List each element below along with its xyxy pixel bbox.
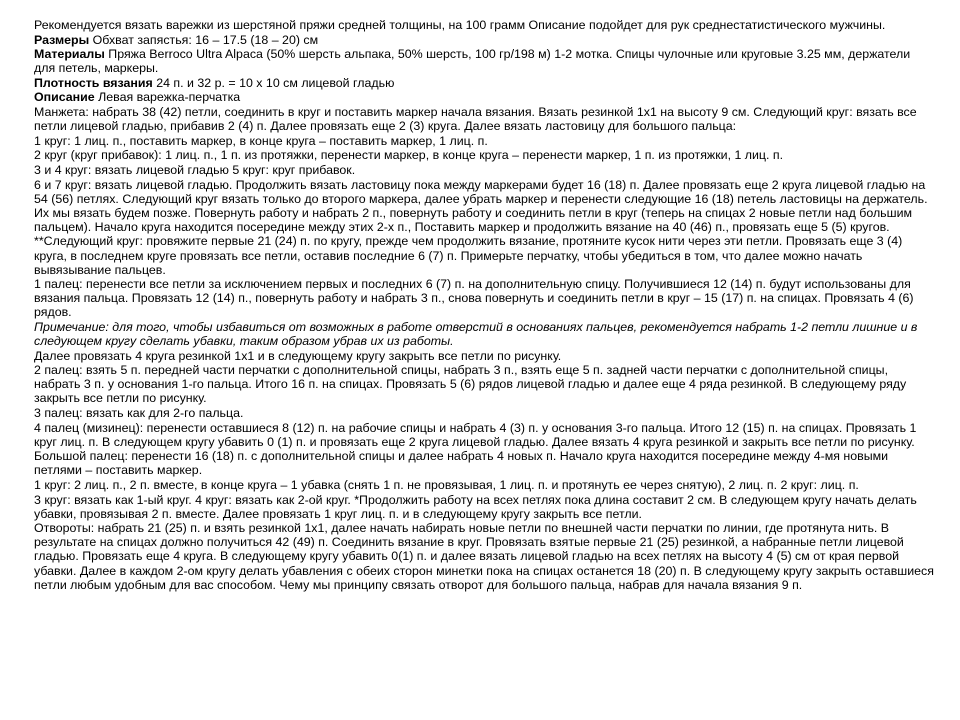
paragraph-thumb-round-1: 1 круг: 2 лиц. п., 2 п. вместе, в конце круга – 1 убавка (снять 1 п. не провязывая, 1 лиц. п. и протянуть ее через снятую), 2 лиц. п. 2 круг: лиц. п. — [34, 478, 859, 492]
section-materials-text: Пряжа Berroco Ultra Alpaca (50% шерсть альпака, 50% шерсть, 100 гр/198 м) 1-2 мотка. Спицы чулочные или круговые 3.25 мм, держатели для петель, маркеры. — [34, 47, 911, 76]
section-description — [34, 90, 934, 104]
paragraph-note: Примечание: для того, чтобы избавиться от возможных в работе отверстий в основаниях пальцев, рекомендуется набрать 1-2 петли лишние и в следующем кругу сделать убавки, таким образом убрав их из работы. — [34, 319, 918, 349]
paragraph-round-6-7: 6 и 7 круг: вязать лицевой гладью. Продолжить вязать ластовицу пока между маркерами будет 16 (18) п. Далее провязать еще 2 круга лицевой гладью на 54 (56) петлях. Следующий круг вязать только до второго маркера, далее убрать маркер и перенести следующие 16 (18) петель ластовицы на держатель. Их мы вязать будем позже. Повернуть работу и набрать 2 п., повернуть работу и соединить петли в круг (теперь на спицах 2 новые петли над большим пальцем). Начало круга находится посередине между этих 2-х п., Поставить маркер и продолжить вязание на 40 (46) п., провязать еще 5 (5) кругов. — [34, 177, 928, 234]
paragraph-ribbing-close: Далее провязать 4 круга резинкой 1х1 и в следующему кругу закрыть все петли по рисунку. — [34, 348, 562, 363]
paragraph-cuff: Манжета: набрать 38 (42) петли, соединить в круг и поставить маркер начала вязания. Вязать резинкой 1х1 на высоту 9 см. Следующий круг: вязать все петли лицевой гладью, прибавив 2 (4) п. Далее провязать еще 2 (3) круга. Далее вязать ластовицу для большого пальца: — [34, 105, 917, 134]
paragraph-finger-1: 1 палец: перенести все петли за исключением первых и последних 6 (7) п. на дополнительную спицу. Получившиеся 12 (14) п. будут использованы для вязания пальца. Провязать 12 (14) п., повернуть работу и набрать 3 п., снова повернуть и соединить петли в круг – 15 (17) п. на спицах. Провязать 4 (6) рядов. — [34, 277, 914, 320]
paragraph-next-round: **Следующий круг: провяжите первые 21 (24) п. по кругу, прежде чем продолжить вязание, протяните кусок нити через эти петли. Провязать еще 3 (4) круга, в последнем круге провязать все петли, оставив последние 6 (7) п. Примерьте перчатку, чтобы убедиться в том, что далее можно начать вывязывание пальцев. — [34, 234, 903, 277]
section-sizes — [34, 33, 934, 47]
section-gauge — [34, 76, 934, 90]
intro-paragraph: Рекомендуется вязать варежки из шерстяной пряжи средней толщины, на 100 грамм Описание подойдет для рук среднестатистического мужчины. — [34, 18, 886, 32]
section-gauge-text: 24 п. и 32 р. = 10 х 10 см лицевой гладью — [152, 75, 395, 90]
section-materials-label: Материалы — [34, 47, 105, 62]
section-description-text: Левая варежка-перчатка — [94, 90, 241, 105]
paragraph-thumb: Большой палец: перенести 16 (18) п. с дополнительной спицы и далее набрать 4 новых п. Начало круга находится посередине между 4-мя новыми петлями – поставить маркер. — [34, 449, 889, 478]
document-body — [34, 18, 934, 592]
paragraph-finger-4: 4 палец (мизинец): перенести оставшиеся 8 (12) п. на рабочие спицы и набрать 4 (3) п. у основания 3-го пальца. Итого 12 (15) п. на спицах. Провязать 1 круг лиц. п. В следующем кругу убавить 0 (1) п. и провязать еще 2 круга лицевой гладью. Далее вязать 4 круга резинкой и закрыть все петли по рисунку. — [34, 420, 917, 449]
section-description-label: Описание — [34, 90, 95, 105]
paragraph-finger-3: 3 палец: вязать как для 2-го пальца. — [34, 406, 244, 421]
paragraph-finger-2: 2 палец: взять 5 п. передней части перчатки с дополнительной спицы, набрать 3 п., взять еще 5 п. задней части перчатки с дополнительной спицы, набрать 3 п. у основания 1-го пальца. Итого 16 п. на спицах. Провязать 5 (6) рядов лицевой гладью и далее еще 4 ряда резинкой. В следующему ряду закрыть все петли по рисунку. — [34, 363, 907, 406]
paragraph-round-1: 1 круг: 1 лиц. п., поставить маркер, в конце круга – поставить маркер, 1 лиц. п. — [34, 133, 488, 148]
paragraph-flap: Отвороты: набрать 21 (25) п. и взять резинкой 1х1, далее начать набирать новые петли по внешней части перчатки по линии, где протянута нить. В результате на спицах должно получиться 42 (49) п. Соединить вязание в круг. Провязать взятые первые 21 (25) резинкой, а набранные петли лицевой гладью. Провязать еще 4 круга. В следующему кругу убавить 0(1) п. и далее вязать лицевой гладью на всех петлях на высоту 4 (5) см от края первой убавки. Далее в каждом 2-ом кругу делать убавления с обеих сторон минетки пока на спицах останется 18 (20) п. В следующему кругу закрыть оставшиеся петли любым удобным для вас способом. Чему мы принципу связать отворот для большого пальца, набрав для начала вязания 9 п. — [34, 521, 934, 592]
section-gauge-label: Плотность вязания — [34, 75, 153, 90]
section-materials — [34, 47, 934, 75]
paragraph-round-2: 2 круг (круг прибавок): 1 лиц. п., 1 п. из протяжки, перенести маркер, в конце круга – перенести маркер, 1 п. из протяжки, 1 лиц. п. — [34, 148, 784, 163]
section-sizes-label: Размеры — [34, 32, 90, 47]
section-sizes-text: Обхват запястья: 16 – 17.5 (18 – 20) см — [89, 32, 319, 47]
paragraph-thumb-round-3: 3 круг: вязать как 1-ый круг. 4 круг: вязать как 2-ой круг. *Продолжить работу на всех петлях пока длина составит 2 см. В следующем кругу начать делать убавки, провязывая 2 п. вместе. Далее провязать 1 круг лиц. п. и в следующему кругу закрыть все петли. — [34, 492, 917, 521]
paragraph-round-3-4-5: 3 и 4 круг: вязать лицевой гладью 5 круг: круг прибавок. — [34, 162, 356, 177]
